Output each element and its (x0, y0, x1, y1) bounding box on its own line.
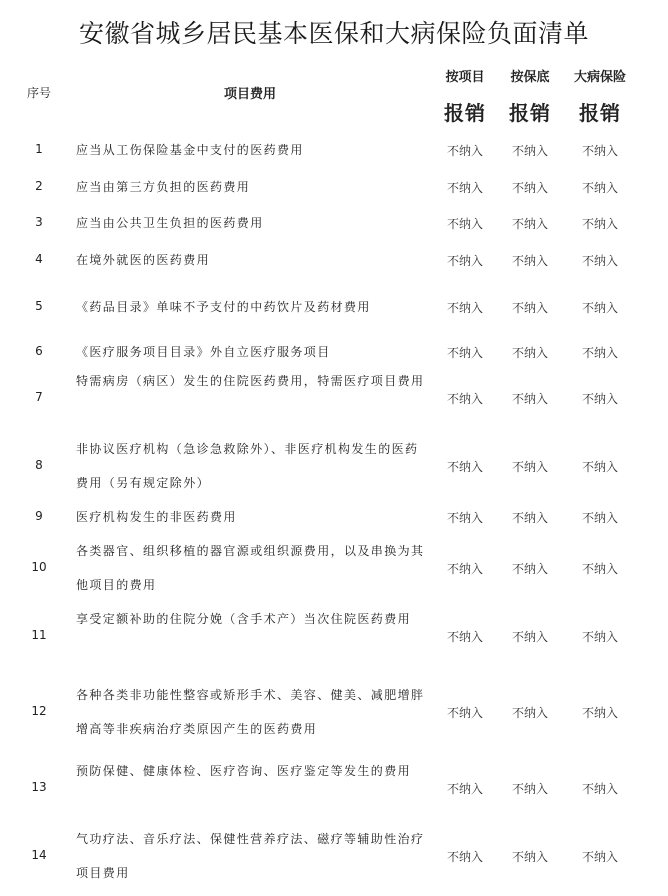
table-row (0, 754, 668, 822)
cell-floor: 不纳入 (511, 346, 548, 360)
cell-critical: 不纳入 (581, 301, 618, 315)
cell-floor: 不纳入 (511, 217, 548, 231)
table-row (0, 678, 668, 746)
header-col-floor (503, 66, 557, 126)
header-col-critical-top: 大病保险 (573, 70, 626, 85)
cell-critical: 不纳入 (581, 850, 618, 864)
row-number: 9 (35, 509, 43, 523)
cell-critical: 不纳入 (581, 460, 618, 474)
table-row (0, 243, 668, 277)
cell-floor: 不纳入 (511, 706, 548, 720)
header-col-by-item-reimburse: 报销 (444, 101, 486, 125)
cell-by-item: 不纳入 (446, 782, 483, 796)
cell-floor: 不纳入 (511, 782, 548, 796)
row-description: 非协议医疗机构（急诊急救除外）、非医疗机构发生的医药费用（另有规定除外） (76, 442, 419, 490)
cell-by-item: 不纳入 (446, 392, 483, 406)
table-row (0, 534, 668, 602)
row-number: 1 (35, 142, 43, 156)
row-description: 《药品目录》单味不予支付的中药饮片及药材费用 (76, 300, 371, 314)
cell-floor: 不纳入 (511, 460, 548, 474)
cell-critical: 不纳入 (581, 562, 618, 576)
cell-floor: 不纳入 (511, 254, 548, 268)
row-number: 13 (31, 780, 47, 794)
cell-by-item: 不纳入 (446, 460, 483, 474)
cell-by-item: 不纳入 (446, 144, 483, 158)
cell-by-item: 不纳入 (446, 301, 483, 315)
header-col-critical-reimburse: 报销 (579, 101, 621, 125)
cell-critical: 不纳入 (581, 346, 618, 360)
header-col-by-item (438, 66, 492, 126)
row-number: 6 (35, 344, 43, 358)
cell-by-item: 不纳入 (446, 511, 483, 525)
row-number: 3 (35, 215, 43, 229)
row-description: 各类器官、组织移植的器官源或组织源费用，以及串换为其他项目的费用 (76, 544, 425, 592)
cell-floor: 不纳入 (511, 630, 548, 644)
cell-floor: 不纳入 (511, 850, 548, 864)
row-number: 2 (35, 179, 43, 193)
row-description: 医疗机构发生的非医药费用 (76, 510, 237, 524)
header-seq: 序号 (26, 86, 51, 100)
cell-by-item: 不纳入 (446, 217, 483, 231)
row-description: 应当由第三方负担的医药费用 (76, 180, 251, 194)
table-row (0, 822, 668, 890)
cell-critical: 不纳入 (581, 706, 618, 720)
cell-by-item: 不纳入 (446, 706, 483, 720)
cell-by-item: 不纳入 (446, 630, 483, 644)
cell-by-item: 不纳入 (446, 850, 483, 864)
table-row (0, 133, 668, 167)
cell-critical: 不纳入 (581, 782, 618, 796)
table-row (0, 170, 668, 204)
cell-critical: 不纳入 (581, 217, 618, 231)
cell-floor: 不纳入 (511, 392, 548, 406)
row-description: 在境外就医的医药费用 (76, 253, 211, 267)
row-number: 8 (35, 458, 43, 472)
cell-by-item: 不纳入 (446, 346, 483, 360)
row-number: 14 (31, 848, 47, 862)
table-row (0, 290, 668, 324)
header-col-floor-top: 按保底 (510, 70, 550, 85)
header-col-floor-reimburse: 报销 (509, 101, 551, 125)
table-row (0, 432, 668, 500)
row-description: 享受定额补助的住院分娩（含手术产）当次住院医药费用 (76, 612, 412, 626)
cell-critical: 不纳入 (581, 181, 618, 195)
row-number: 11 (31, 628, 47, 642)
row-description: 《医疗服务项目目录》外自立医疗服务项目 (76, 345, 331, 359)
row-description: 气功疗法、音乐疗法、保健性营养疗法、磁疗等辅助性治疗项目费用 (76, 832, 425, 880)
header-col-by-item-top: 按项目 (445, 70, 485, 85)
cell-floor: 不纳入 (511, 562, 548, 576)
cell-critical: 不纳入 (581, 630, 618, 644)
row-number: 7 (35, 390, 43, 404)
cell-critical: 不纳入 (581, 511, 618, 525)
row-description: 应当从工伤保险基金中支付的医药费用 (76, 143, 304, 157)
header-col-critical (566, 66, 634, 126)
cell-critical: 不纳入 (581, 392, 618, 406)
table-row (0, 500, 668, 534)
cell-floor: 不纳入 (511, 511, 548, 525)
row-description: 各种各类非功能性整容或矫形手术、美容、健美、减肥增胖增高等非疾病治疗类原因产生的医药费用 (76, 688, 425, 736)
table-row (0, 602, 668, 670)
cell-floor: 不纳入 (511, 144, 548, 158)
row-number: 5 (35, 299, 43, 313)
header-item: 项目费用 (223, 87, 276, 102)
cell-floor: 不纳入 (511, 181, 548, 195)
table-row (0, 364, 668, 432)
cell-by-item: 不纳入 (446, 181, 483, 195)
row-description: 特需病房（病区）发生的住院医药费用，特需医疗项目费用 (76, 374, 425, 388)
table-row (0, 206, 668, 240)
row-number: 10 (31, 560, 47, 574)
page-title: 安徽省城乡居民基本医保和大病保险负面清单 (78, 19, 589, 48)
row-description: 应当由公共卫生负担的医药费用 (76, 216, 264, 230)
row-description: 预防保健、健康体检、医疗咨询、医疗鉴定等发生的费用 (76, 764, 412, 778)
row-number: 4 (35, 252, 43, 266)
row-number: 12 (31, 704, 47, 718)
cell-floor: 不纳入 (511, 301, 548, 315)
cell-by-item: 不纳入 (446, 562, 483, 576)
cell-by-item: 不纳入 (446, 254, 483, 268)
cell-critical: 不纳入 (581, 144, 618, 158)
cell-critical: 不纳入 (581, 254, 618, 268)
